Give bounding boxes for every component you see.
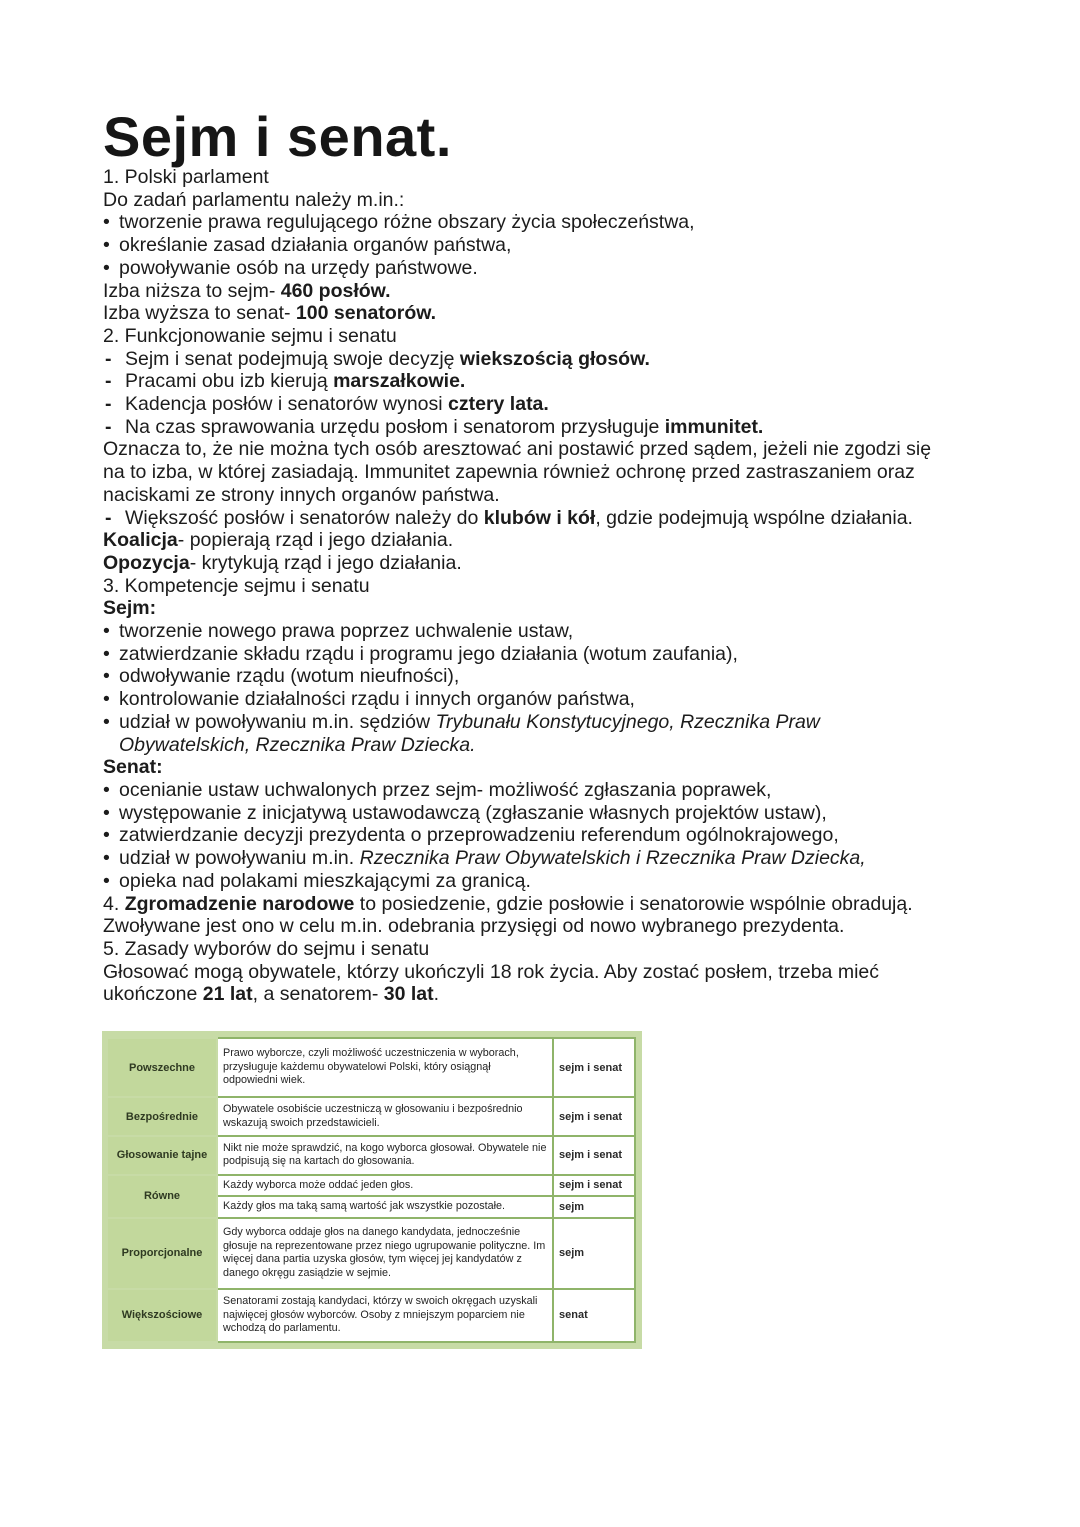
list-item: • określanie zasad działania organów państwa, <box>103 234 1003 257</box>
table-desc-cell: Nikt nie może sprawdzić, na kogo wyborca głosował. Obywatele nie podpisują się na kartach do głosowania. <box>217 1136 553 1175</box>
table-key-cell: Bezpośrednie <box>107 1097 217 1136</box>
table-row <box>107 1218 635 1289</box>
list-item: • powoływanie osób na urzędy państwowe. <box>103 257 1003 280</box>
list-item: • tworzenie prawa regulującego różne obszary życia społeczeństwa, <box>103 211 1003 234</box>
table-applies-cell: sejm <box>553 1218 635 1289</box>
immunity-paragraph-line: naciskami ze strony innych organów państwa. <box>103 483 500 506</box>
table-applies-cell: sejm <box>553 1196 635 1217</box>
table-applies-cell: sejm i senat <box>553 1097 635 1136</box>
table-applies-cell: senat <box>553 1289 635 1342</box>
senat-label: Senat: <box>103 756 163 779</box>
section-1-intro: Do zadań parlamentu należy m.in.: <box>103 188 405 211</box>
election-rules-table <box>106 1037 636 1343</box>
list-item: • tworzenie nowego prawa poprzez uchwalenie ustaw, <box>103 620 1003 643</box>
table-desc-cell: Obywatele osobiście uczestniczą w głosowaniu i bezpośrednio wskazują swoich przedstawicieli. <box>217 1097 553 1136</box>
table-key-cell: Równe <box>107 1175 217 1218</box>
section-5-heading: 5. Zasady wyborów do sejmu i senatu <box>103 937 430 960</box>
table-applies-cell: sejm i senat <box>553 1136 635 1175</box>
upper-chamber-line: Izba wyższa to senat- 100 senatorów. <box>103 302 437 325</box>
lower-chamber-line: Izba niższa to sejm- 460 posłów. <box>103 279 391 302</box>
table-desc-cell: Każdy głos ma taką samą wartość jak wszystkie pozostałe. <box>217 1196 553 1217</box>
page-title: Sejm i senat. <box>103 105 452 168</box>
table-key-cell: Większościowe <box>107 1289 217 1342</box>
table-desc-cell: Każdy wyborca może oddać jeden głos. <box>217 1175 553 1196</box>
election-rules-table-image <box>102 1031 642 1349</box>
table-applies-cell: sejm i senat <box>553 1038 635 1097</box>
list-item: - Na czas sprawowania urzędu posłom i senatorom przysługuje immunitet. <box>103 416 1003 439</box>
list-item: • udział w powoływaniu m.in. sędziów Trybunału Konstytucyjnego, Rzecznika Praw Obywatelskich, Rzecznika Praw Dziecka. <box>103 711 1003 756</box>
list-item: - Kadencja posłów i senatorów wynosi cztery lata. <box>103 393 1003 416</box>
list-item: • opieka nad polakami mieszkającymi za granicą. <box>103 870 1003 893</box>
table-applies-cell: sejm i senat <box>553 1175 635 1196</box>
section-5-line: Głosować mogą obywatele, którzy ukończyli 18 rok życia. Aby zostać posłem, trzeba mieć <box>103 960 879 983</box>
section-5-line: ukończone 21 lat, a senatorem- 30 lat. <box>103 983 440 1006</box>
list-item: - Większość posłów i senatorów należy do klubów i kół, gdzie podejmują wspólne działania. <box>103 507 1003 530</box>
table-desc-cell: Prawo wyborcze, czyli możliwość uczestniczenia w wyborach, przysługuje każdemu obywatelowi Polski, który osiągnął odpowiedni wiek. <box>217 1038 553 1097</box>
table-row <box>107 1136 635 1175</box>
section-4-line: Zwoływane jest ono w celu m.in. odebrania przysięgi od nowo wybranego prezydenta. <box>103 915 845 938</box>
opposition-line: Opozycja- krytykują rząd i jego działania. <box>103 551 462 574</box>
immunity-paragraph-line: Oznacza to, że nie można tych osób aresztować ani postawić przed sądem, jeżeli nie zgodzi się <box>103 438 932 461</box>
table-desc-cell: Gdy wyborca oddaje głos na danego kandydata, jednocześnie głosuje na reprezentowane przez niego ugrupowanie polityczne. Im więcej dana partia uzyska głosów, tym więcej jej kandydatów z danego okręgu zasiądzie w sejmie. <box>217 1218 553 1289</box>
table-key-cell: Głosowanie tajne <box>107 1136 217 1175</box>
table-row <box>107 1289 635 1342</box>
table-key-cell: Proporcjonalne <box>107 1218 217 1289</box>
table-desc-cell: Senatorami zostają kandydaci, którzy w swoich okręgach uzyskali najwięcej głosów wyborców. Osoby z mniejszym poparciem nie wchodzą do parlamentu. <box>217 1289 553 1342</box>
section-4-line: 4. Zgromadzenie narodowe to posiedzenie, gdzie posłowie i senatorowie wspólnie obradują. <box>103 892 913 915</box>
list-item: • udział w powoływaniu m.in. Rzecznika Praw Obywatelskich i Rzecznika Praw Dziecka, <box>103 847 1003 870</box>
sejm-label: Sejm: <box>103 597 157 620</box>
list-item: • występowanie z inicjatywą ustawodawczą (zgłaszanie własnych projektów ustaw), <box>103 802 1003 825</box>
table-row <box>107 1175 635 1196</box>
list-item: • odwoływanie rządu (wotum nieufności), <box>103 665 1003 688</box>
list-item: • ocenianie ustaw uchwalonych przez sejm- możliwość zgłaszania poprawek, <box>103 779 1003 802</box>
section-2-heading: 2. Funkcjonowanie sejmu i senatu <box>103 324 397 347</box>
list-item: - Pracami obu izb kierują marszałkowie. <box>103 370 1003 393</box>
coalition-line: Koalicja- popierają rząd i jego działania. <box>103 529 454 552</box>
immunity-paragraph-line: na to izba, w której zasiadają. Immunitet zapewnia również ochronę przed zastraszaniem oraz <box>103 461 915 484</box>
section-3-heading: 3. Kompetencje sejmu i senatu <box>103 574 370 597</box>
table-key-cell: Powszechne <box>107 1038 217 1097</box>
list-item: - Sejm i senat podejmują swoje decyzję wiekszością głosów. <box>103 348 1003 371</box>
document-body <box>103 105 1003 1006</box>
list-item: • zatwierdzanie składu rządu i programu jego działania (wotum zaufania), <box>103 643 1003 666</box>
table-row <box>107 1097 635 1136</box>
table-row <box>107 1038 635 1097</box>
section-1-heading: 1. Polski parlament <box>103 166 269 188</box>
list-item: • kontrolowanie działalności rządu i innych organów państwa, <box>103 688 1003 711</box>
list-item: • zatwierdzanie decyzji prezydenta o przeprowadzeniu referendum ogólnokrajowego, <box>103 824 1003 847</box>
